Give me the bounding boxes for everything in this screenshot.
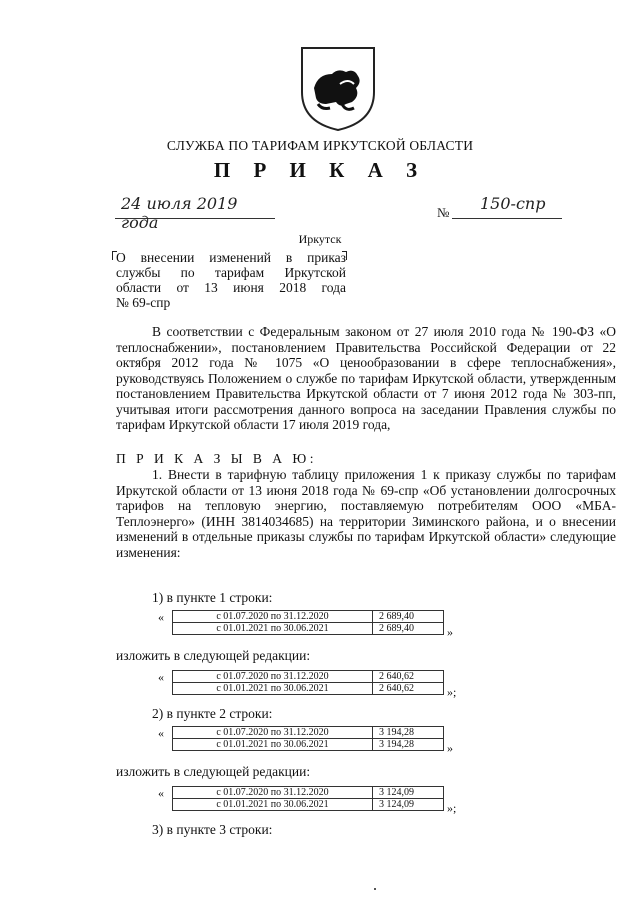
- scan-speck: [374, 888, 376, 890]
- subject-line: службы по тарифам Иркутской: [116, 265, 346, 280]
- subitem-3-label: 3) в пункте 3 строки:: [152, 822, 273, 837]
- table-row: [173, 727, 444, 739]
- subject-line: О внесении изменений в приказ: [116, 250, 346, 265]
- number-field: [452, 196, 562, 219]
- table-row: [173, 739, 444, 751]
- quote-open: «: [158, 670, 164, 684]
- value-cell: 2 640,62: [373, 671, 444, 683]
- replace-label-2: изложить в следующей редакции:: [116, 764, 311, 779]
- quote-close: »: [447, 625, 453, 639]
- quote-open: «: [158, 786, 164, 800]
- quote-close-semicolon: »;: [447, 801, 457, 815]
- replace-label-1: изложить в следующей редакции:: [116, 648, 311, 663]
- value-cell: 3 124,09: [373, 799, 444, 811]
- tariff-table-3: [172, 726, 444, 751]
- period-cell: с 01.07.2020 по 31.12.2020: [173, 611, 373, 623]
- quote-open: «: [158, 726, 164, 740]
- subitem-1-label: 1) в пункте 1 строки:: [152, 590, 273, 605]
- table-row: [173, 683, 444, 695]
- table-row: [173, 799, 444, 811]
- number-label: №: [437, 205, 450, 220]
- subject-line: области от 13 июня 2018 года: [116, 280, 346, 295]
- document-type: П Р И К А З: [213, 158, 427, 182]
- order-subject: [116, 250, 346, 310]
- period-cell: с 01.07.2020 по 31.12.2020: [173, 727, 373, 739]
- period-cell: с 01.01.2021 по 30.06.2021: [173, 739, 373, 751]
- handwritten-date: 24 июля 2019 года: [121, 194, 238, 232]
- value-cell: 2 640,62: [373, 683, 444, 695]
- value-cell: 3 124,09: [373, 787, 444, 799]
- tariff-table-4: [172, 786, 444, 811]
- city: Иркутск: [298, 232, 342, 246]
- quote-open: «: [158, 610, 164, 624]
- order-word: П Р И К А З Ы В А Ю:: [116, 451, 318, 466]
- quote-close: »: [447, 741, 453, 755]
- date-field: [115, 194, 275, 232]
- table-row: [173, 611, 444, 623]
- handwritten-number: 150-спр: [480, 194, 546, 213]
- period-cell: с 01.07.2020 по 31.12.2020: [173, 671, 373, 683]
- tariff-table-2: [172, 670, 444, 695]
- value-cell: 2 689,40: [373, 611, 444, 623]
- period-cell: с 01.07.2020 по 31.12.2020: [173, 787, 373, 799]
- item-1-paragraph: 1. Внести в тарифную таблицу приложения 1 к приказу службы по тарифам Иркутской области от 13 июня 2018 года № 69-спр «Об установлении долгосрочных тарифов на тепловую энергию, поставляемую потребителям ООО «МБА-Теплоэнерго» (ИНН 3814034685) на территории Зиминского района, и о внесении изменений в отдельные приказы службы по тарифам Иркутской области» следующие изменения:: [116, 467, 616, 560]
- preamble-paragraph: В соответствии с Федеральным законом от 27 июля 2010 года № 190-ФЗ «О теплоснабжении», постановлением Правительства Российской Федерации от 22 октября 2012 года № 1075 «О ценообразовании в сфере теплоснабжения», руководствуясь Положением о службе по тарифам Иркутской области, утвержденным постановлением Правительства Иркутской области от 7 июня 2012 года № 303-пп, учитывая итоги рассмотрения данного вопроса на заседании Правления службы по тарифам Иркутской области 17 июля 2019 года,: [116, 324, 616, 432]
- period-cell: с 01.01.2021 по 30.06.2021: [173, 799, 373, 811]
- table-row: [173, 623, 444, 635]
- value-cell: 2 689,40: [373, 623, 444, 635]
- value-cell: 3 194,28: [373, 739, 444, 751]
- period-cell: с 01.01.2021 по 30.06.2021: [173, 683, 373, 695]
- table-row: [173, 787, 444, 799]
- subject-line: № 69-спр: [116, 295, 171, 310]
- quote-close-semicolon: »;: [447, 685, 457, 699]
- value-cell: 3 194,28: [373, 727, 444, 739]
- irkutsk-coat-of-arms-icon: [296, 44, 380, 132]
- tariff-table-1: [172, 610, 444, 635]
- period-cell: с 01.01.2021 по 30.06.2021: [173, 623, 373, 635]
- agency-title: СЛУЖБА ПО ТАРИФАМ ИРКУТСКОЙ ОБЛАСТИ: [166, 138, 474, 153]
- subitem-2-label: 2) в пункте 2 строки:: [152, 706, 273, 721]
- table-row: [173, 671, 444, 683]
